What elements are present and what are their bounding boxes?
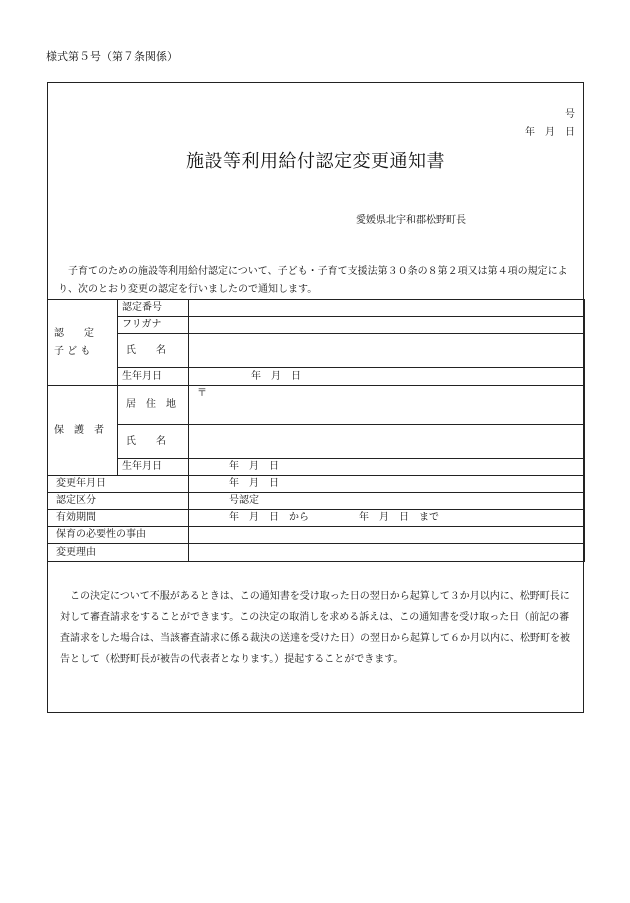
postal-mark: 〒 — [197, 388, 207, 399]
period-label: 有効期間 — [48, 510, 189, 527]
intro-paragraph: 子育てのための施設等利用給付認定について、子ども・子育て支援法第３０条の８第２項又は第４項の規定により、次のとおり変更の認定を行いましたので通知します。 — [58, 266, 568, 295]
certification-table — [47, 299, 585, 562]
period-field[interactable]: 年 月 日 から 年 月 日 まで — [189, 510, 585, 527]
child-name-label: 氏 名 — [118, 334, 189, 368]
guardian-birth-label: 生年月日 — [118, 459, 189, 476]
cert-number-label: 認定番号 — [118, 300, 189, 317]
furigana-field[interactable] — [189, 317, 585, 334]
child-birth-field[interactable]: 年 月 日 — [189, 368, 585, 386]
reason-label: 変更理由 — [48, 544, 189, 562]
category-field[interactable]: 号認定 — [189, 493, 585, 510]
notice-document-frame — [47, 82, 584, 713]
guardian-name-field[interactable] — [189, 425, 585, 459]
child-birth-label: 生年月日 — [118, 368, 189, 386]
address-field[interactable] — [189, 386, 585, 425]
issuer-name: 愛媛県北宇和郡松野町長 — [356, 215, 466, 226]
form-number: 様式第５号（第７条関係） — [46, 50, 178, 63]
cert-number-field[interactable] — [189, 300, 585, 317]
document-date-label: 年 月 日 — [525, 127, 575, 138]
guardian-name-label: 氏 名 — [118, 425, 189, 459]
guardian-group-label: 保 護 者 — [48, 386, 118, 476]
necessity-label: 保育の必要性の事由 — [48, 527, 189, 544]
necessity-field[interactable] — [189, 527, 585, 544]
change-date-label: 変更年月日 — [48, 476, 189, 493]
furigana-label: フリガナ — [118, 317, 189, 334]
document-title: 施設等利用給付認定変更通知書 — [186, 151, 445, 172]
child-group-label — [48, 300, 118, 386]
document-number-label: 号 — [565, 109, 575, 120]
category-label: 認定区分 — [48, 493, 189, 510]
child-name-field[interactable] — [189, 334, 585, 368]
address-label: 居 住 地 — [118, 386, 189, 425]
change-date-field[interactable]: 年 月 日 — [189, 476, 585, 493]
guardian-birth-field[interactable]: 年 月 日 — [189, 459, 585, 476]
child-group-label-line2: 子 ど も — [54, 345, 91, 357]
reason-field[interactable] — [189, 544, 585, 562]
child-group-label-line1: 認 定 — [54, 327, 94, 339]
appeal-notice-paragraph: この決定について不服があるときは、この通知書を受け取った日の翌日から起算して３か月以内に、松野町長に対して審査請求をすることができます。この決定の取消しを求める訴えは、この通知書を受け取った日（前記の審査請求をした場合は、当該審査請求に係る裁決の送達を受けた日）の翌日から起算して６か月以内に、松野町を被告として（松野町長が被告の代表者となります。）提起することができます。 — [60, 591, 570, 665]
